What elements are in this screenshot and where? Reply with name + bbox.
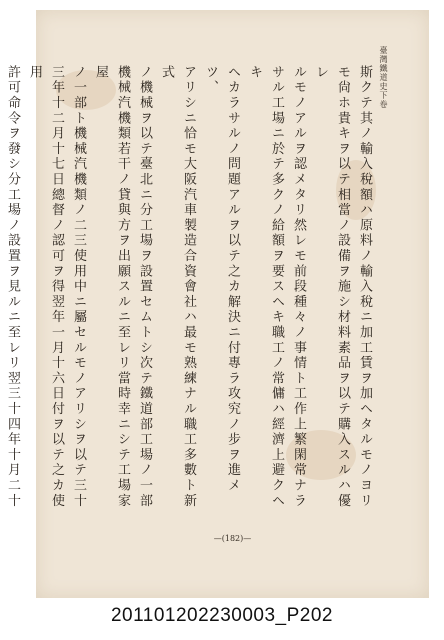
document-page bbox=[5, 10, 429, 598]
body-text bbox=[5, 65, 375, 520]
text-line: ルモノアルヲ認メタリ然レモ前段種々ノ事情ト工作上繁閑常ナラ bbox=[291, 65, 306, 509]
text-line: ノ一部ト機械汽機類ノ二三使用中ニ屬セルモノアリシヲ以テ三十 bbox=[71, 65, 86, 509]
text-line: モ尙ホ貴キヲ以テ相當ノ設備ヲ施シ材料素品ヲ以テ購入スルハ優レ bbox=[313, 65, 350, 509]
text-line: 斯クテ其ノ輸入稅額ハ原料ノ輸入稅ニ加工賃ヲ加ヘタルモノヨリ bbox=[357, 65, 372, 509]
running-header: 臺灣鐵道史下卷 bbox=[379, 46, 388, 109]
text-line: ヘカラサルノ問題アルヲ以テ之カ解決ニ付專ラ攻究ノ步ヲ進メツ、 bbox=[203, 65, 240, 494]
text-line: ノ機械ヲ以テ臺北ニ分工場ヲ設置セムトシ次テ鐵道部工場ノ一部 bbox=[137, 65, 152, 509]
text-line: 機械汽機類若干ノ貸與方ヲ出願スルニ至レリ當時幸ニシテ工場家屋 bbox=[93, 65, 130, 509]
text-line: 三年十二月十七日總督ノ認可ヲ得翌年一月十六日付ヲ以テ之カ使用 bbox=[27, 65, 64, 509]
text-line: アリシニ恰モ大阪汽車製造合資會社ハ最モ熟練ナル職工多數ト新式 bbox=[159, 65, 196, 509]
text-line: サル工場ニ於テ多クノ給額ヲ要スヘキ職工ノ常傭ハ經濟上避クヘキ bbox=[247, 65, 284, 509]
text-line: 許可命令ヲ發シ分工場ノ設置ヲ見ルニ至レリ翌三十四年十月二十 bbox=[5, 65, 20, 509]
image-caption: 201101202230003_P202 bbox=[110, 605, 334, 626]
page-number: —(182)— bbox=[213, 534, 252, 543]
